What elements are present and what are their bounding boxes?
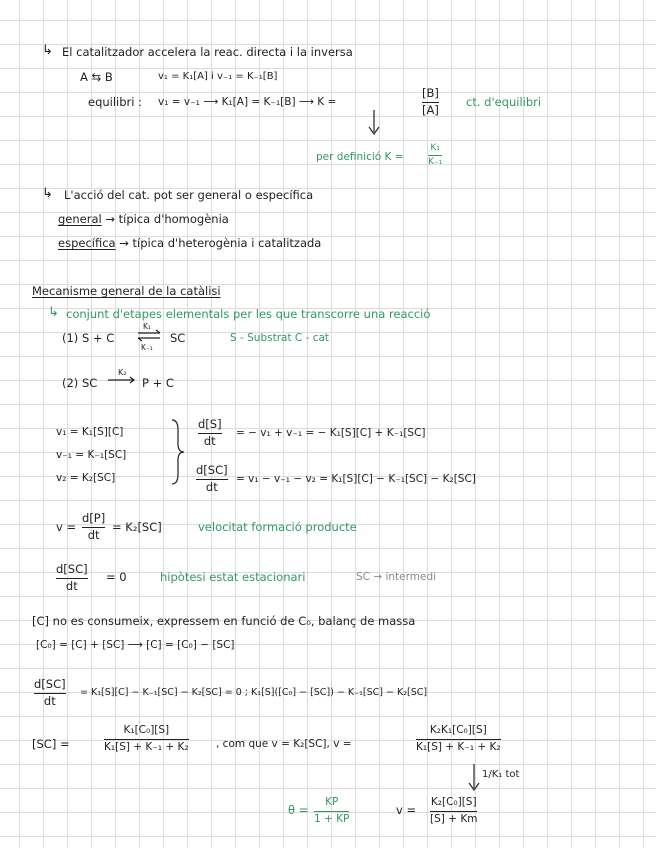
k-numerator: [B] bbox=[422, 86, 439, 100]
theta-fraction bbox=[314, 796, 349, 826]
step1-left: (1) S + C bbox=[62, 331, 115, 345]
dsc-numerator: d[SC] bbox=[196, 463, 228, 477]
sc-fraction bbox=[104, 724, 189, 754]
equilibrium-label: equilibri : bbox=[88, 95, 143, 109]
mm-denominator: [S] + Km bbox=[430, 813, 478, 825]
c0-balance: [C₀] = [C] + [SC] ⟶ [C] = [C₀] − [SC] bbox=[36, 639, 235, 651]
def-denominator: K₋₁ bbox=[428, 157, 443, 167]
sc-denominator: K₁[S] + K₋₁ + K₂ bbox=[104, 741, 189, 753]
double-arrow-icon bbox=[138, 330, 160, 341]
step1-k-reverse: K₋₁ bbox=[141, 343, 153, 352]
general-rest: → típica d'homogènia bbox=[101, 212, 229, 226]
dp-numerator: d[P] bbox=[82, 511, 106, 525]
ss-numerator: d[SC] bbox=[56, 562, 88, 576]
dp-dt-fraction bbox=[82, 512, 105, 542]
rate-fraction bbox=[416, 724, 501, 754]
v2-expression: v₂ = K₂[SC] bbox=[56, 472, 116, 484]
step2-left: (2) SC bbox=[62, 376, 98, 390]
ct-equilibri-label: ct. d'equilibri bbox=[466, 95, 542, 109]
step2-right: P + C bbox=[142, 376, 174, 390]
fraction-bar bbox=[416, 739, 501, 740]
k-denominator: [A] bbox=[422, 103, 439, 117]
mass-balance-line: [C] no es consumeix, expressem en funció de C₀, balanç de massa bbox=[32, 614, 416, 628]
arrow-bullet-icon: ↳ bbox=[48, 305, 59, 320]
rate-numerator: K₂K₁[C₀][S] bbox=[429, 724, 487, 736]
eq-numerator: d[SC] bbox=[34, 677, 66, 691]
down-arrow-icon bbox=[469, 764, 479, 790]
especifica-word: específica bbox=[58, 236, 116, 250]
reaction-a-b: A ⇆ B bbox=[80, 70, 113, 84]
fraction-bar bbox=[430, 811, 477, 812]
fraction-bar bbox=[314, 811, 349, 812]
dsc-dt-rhs: = v₁ − v₋₁ − v₂ = K₁[S][C] − K₋₁[SC] − K₂[SC] bbox=[236, 473, 476, 485]
brace-icon bbox=[172, 420, 184, 484]
divide-note: 1/K₁ tot bbox=[482, 769, 520, 780]
v-label: v = bbox=[56, 520, 77, 534]
general-line bbox=[58, 212, 229, 226]
velocitat-label: velocitat formació producte bbox=[198, 520, 357, 534]
theta-numerator: KP bbox=[325, 796, 339, 808]
eq-denominator: dt bbox=[43, 694, 56, 708]
equilibrium-equation: v₁ = v₋₁ ⟶ K₁[A] = K₋₁[B] ⟶ K = bbox=[158, 96, 337, 108]
especifica-rest: → típica d'heterogènia i catalitzada bbox=[115, 236, 322, 250]
dp-denominator: dt bbox=[87, 528, 100, 542]
fraction-bar bbox=[104, 739, 189, 740]
step1-right: SC bbox=[170, 331, 186, 345]
ds-numerator: d[S] bbox=[198, 417, 222, 431]
rate-denominator: K₁[S] + K₋₁ + K₂ bbox=[416, 741, 501, 753]
intermedi-note: SC → intermedi bbox=[356, 571, 437, 583]
v-rhs: = K₂[SC] bbox=[112, 520, 162, 534]
step1-k-forward: K₁ bbox=[143, 322, 151, 331]
general-word: general bbox=[58, 212, 102, 226]
section-title: Mecanisme general de la catàlisi bbox=[32, 284, 221, 298]
fraction-bar bbox=[428, 155, 442, 156]
com-que-text: , com que v = K₂[SC], v = bbox=[216, 738, 352, 750]
ss-denominator: dt bbox=[65, 579, 78, 593]
mm-fraction bbox=[430, 796, 477, 826]
hipotesi-label: hipòtesi estat estacionari bbox=[160, 570, 306, 584]
theta-denominator: 1 + KP bbox=[314, 813, 350, 825]
steady-state-rhs: = 0 bbox=[106, 570, 127, 584]
k-fraction bbox=[422, 87, 439, 117]
especifica-line bbox=[58, 236, 321, 250]
ds-dt-fraction bbox=[198, 418, 222, 448]
vm1-expression: v₋₁ = K₋₁[SC] bbox=[56, 449, 127, 461]
definition-label: per definició K = bbox=[316, 151, 404, 163]
steady-state-fraction bbox=[56, 563, 88, 593]
ds-dt-rhs: = − v₁ + v₋₁ = − K₁[S][C] + K₋₁[SC] bbox=[236, 427, 426, 439]
accio-cat-line: L'acció del cat. pot ser general o específica bbox=[64, 188, 314, 202]
mechanism-subtitle: conjunt d'etapes elementals per les que transcorre una reacció bbox=[66, 307, 431, 321]
v1-expression: v₁ = K₁[S][C] bbox=[56, 426, 124, 438]
dsc-dt-fraction-2 bbox=[34, 678, 66, 708]
arrow-bullet-icon: ↳ bbox=[42, 186, 53, 201]
sc-lhs: [SC] = bbox=[32, 737, 70, 751]
step1-legend: S - Substrat C - cat bbox=[230, 332, 330, 344]
down-arrow-icon bbox=[369, 110, 379, 134]
ds-denominator: dt bbox=[203, 434, 216, 448]
steady-state-expansion: = K₁[S][C] − K₋₁[SC] − K₂[SC] = 0 ; K₁[S]([C₀] − [SC]) − K₋₁[SC] − K₂[SC] bbox=[80, 687, 428, 698]
dsc-denominator: dt bbox=[205, 480, 218, 494]
mm-lhs: v = bbox=[396, 803, 417, 817]
step2-k: K₂ bbox=[118, 368, 127, 377]
rate-expressions: v₁ = K₁[A] i v₋₁ = K₋₁[B] bbox=[158, 71, 278, 82]
dsc-dt-fraction bbox=[196, 464, 228, 494]
mm-numerator: K₂[C₀][S] bbox=[430, 796, 477, 808]
sc-numerator: K₁[C₀][S] bbox=[123, 724, 170, 736]
arrow-bullet-icon: ↳ bbox=[42, 43, 53, 58]
def-fraction bbox=[428, 143, 442, 167]
right-arrow-icon bbox=[108, 377, 134, 383]
theta-lhs: θ = bbox=[288, 803, 309, 817]
heading-catalitzador: El catalitzador accelera la reac. directa i la inversa bbox=[62, 45, 353, 59]
def-numerator: K₁ bbox=[430, 143, 440, 153]
